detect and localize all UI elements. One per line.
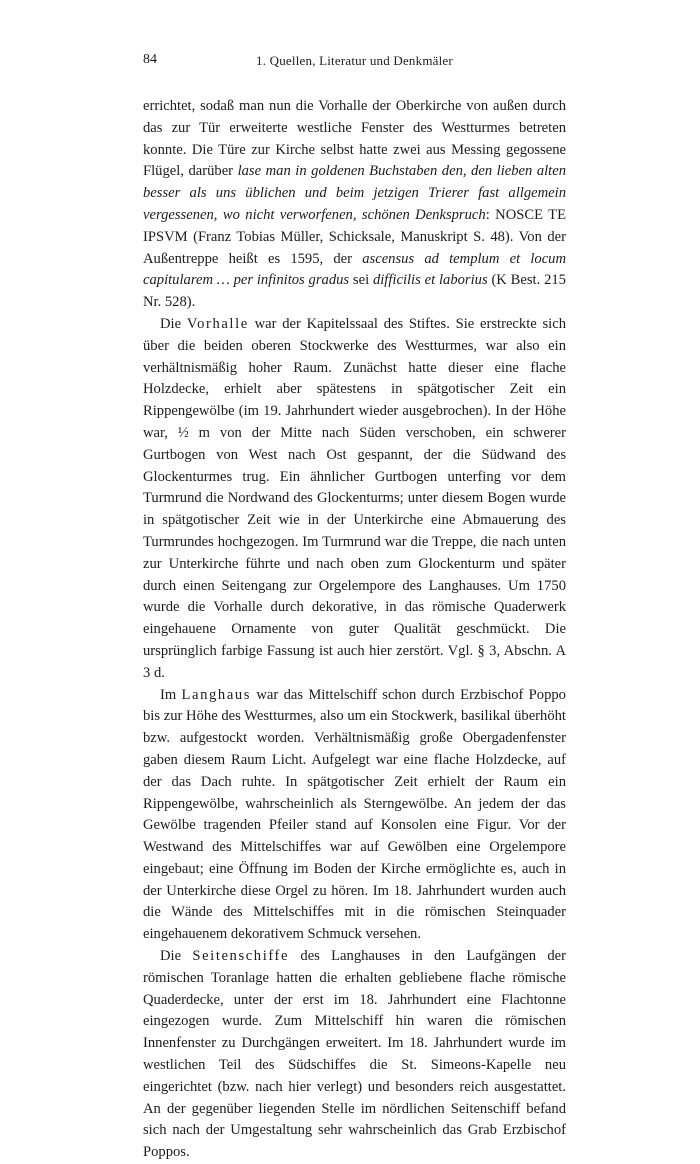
text-run: war das Mittelschiff schon durch Erzbischof Poppo bis zur Höhe des Westturmes, also um ein Stockwerk, basilikal überhöht bzw. aufgestockt worden. Verhältnismäßig große Obergadenfenster gaben diesem Raum Licht. Aufgelegt war eine flache Holzdecke, auf der das Dach ruhte. In spätgotischer Zeit erhielt der Raum ein Rippengewölbe, wahrscheinlich als Sterngewölbe. An jedem der das Gewölbe tragenden Pfeiler stand auf Konsolen eine Figur. Vor der Westwand des Mittelschiffes war auf Gewölben eine Orgelempore eingebaut; eine Öffnung im Boden der Kirche ermöglichte es, auch in der Unterkirche diese Orgel zu hören. Im 18. Jahrhundert wurden auch die Wände des Mittelschiffes mit in die römischen Steinquader eingehauenem dekorativem Schmuck versehen. [143,686,566,943]
spaced-keyword: Langhaus [181,686,252,703]
text-run: (K Best. 215 Nr. 528). [143,272,566,311]
spaced-keyword: Vorhalle [186,315,249,332]
italic-quote: ascensus ad templum et locum capitularem … per infinitos gradus [143,250,567,289]
text-run: : NOSCE TE IPSVM (Franz Tobias Müller, Schicksale, Manuskript S. 48). Von der Außentreppe heißt es 1595, der [143,206,566,267]
text-run: errichtet, sodaß man nun die Vorhalle der Oberkirche von außen durch das zur Tür erweiterte westliche Fenster des Westturmes betreten konnte. Die Türe zur Kirche selbst hatte zwei aus Messing gegossene Flügel, darüber [143,98,566,180]
running-head: 1. Quellen, Literatur und Denkmäler [256,53,453,68]
text-run: sei [349,272,373,289]
italic-quote: difficilis et laborius [372,272,488,289]
body-text [143,96,566,1164]
text-run: Die [160,315,187,332]
page-number: 84 [143,52,157,67]
paragraph [143,96,566,314]
text-run: Die [160,948,193,965]
spaced-keyword: Seitenschiffe [192,948,290,965]
page-header [143,52,566,72]
text-run: Im [160,686,182,703]
italic-quote: lase man in goldenen Buchstaben den, den lieben alten besser als uns üblichen und beim jetzigen Trierer fast allgemein vergessenen, wo nicht verworfenen, schönen Denkspruch [143,163,567,223]
paragraph [143,946,566,1164]
paragraph [143,314,566,685]
paragraph [143,685,566,947]
text-run: war der Kapitelssaal des Stiftes. Sie erstreckte sich über die beiden oberen Stockwerke des Westturmes, war also ein verhältnismäßig hoher Raum. Zunächst hatte dieser eine flache Holzdecke, erhielt aber spätestens in spätgotischer Zeit ein Rippengewölbe (im 19. Jahrhundert wieder ausgebrochen). In der Höhe war, ½ m von der Mitte nach Süden verschoben, ein schwerer Gurtbogen von West nach Ost gespannt, der die Südwand des Glockenturmes trug. Ein ähnlicher Gurtbogen unterfing vor dem Turmrund die Nordwand des Glockenturms; unter diesem Bogen wurde in spätgotischer Zeit wie in der Unterkirche eine Abmauerung des Turmrundes hochgezogen. Im Turmrund war die Treppe, die nach unten zur Unterkirche führte und nach oben zum Glockenturm und später durch einen Seitengang zur Orgelempore des Langhauses. Um 1750 wurde die Vorhalle durch dekorative, in das römische Quaderwerk eingehauene Ornamente von guter Qualität geschmückt. Die ursprünglich farbige Fassung ist auch hier zerstört. Vgl. § 3, Abschn. A 3 d. [143,315,566,681]
text-run: des Langhauses in den Laufgängen der römischen Toranlage hatten die erhalten gebliebene flache römische Quaderdecke, unter der erst im 18. Jahrhundert eine Flachtonne eingezogen wurde. Zum Mittelschiff hin waren die römischen Innenfenster zu Durchgängen erweitert. Im 18. Jahrhundert wurde im westlichen Teil des Südschiffes die St. Simeons-Kapelle neu eingerichtet (bzw. nach hier verlegt) und besonders reich ausgestattet. An der gegenüber liegenden Stelle im nördlichen Seitenschiff befand sich nach der Umgestaltung sehr wahrscheinlich das Grab Erzbischof Poppos. [143,948,566,1161]
